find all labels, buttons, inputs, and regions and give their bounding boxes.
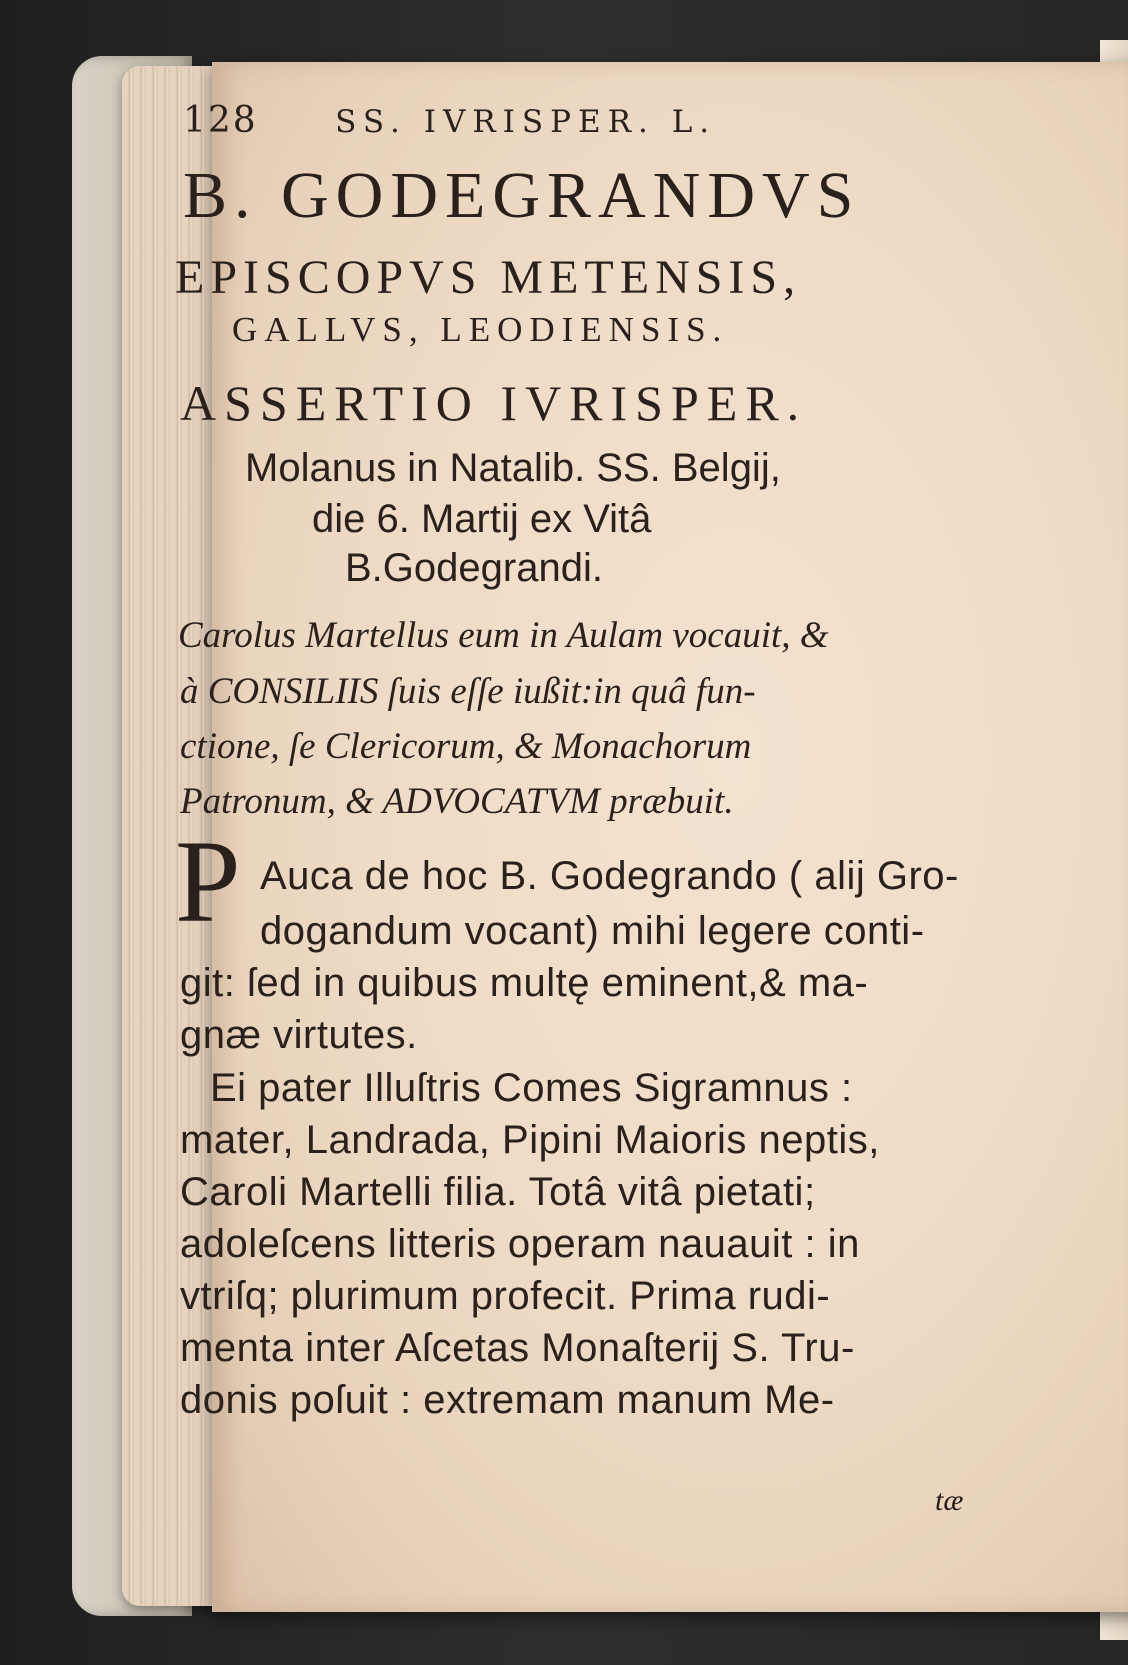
heading-name: B. GODEGRANDVS	[183, 159, 861, 232]
source-line: B.Godegrandi.	[345, 546, 603, 590]
running-head	[183, 100, 716, 141]
body-line: Auca de hoc B. Godegrando ( alij Gro-	[260, 854, 959, 898]
heading-origin: GALLVS, LEODIENSIS.	[232, 310, 729, 349]
quote-line: Carolus Martellus eum in Aulam vocauit, &	[178, 615, 829, 656]
catchword: tæ	[935, 1484, 964, 1517]
page-number: 128	[183, 100, 258, 141]
body-line: Ei pater Illuſtris Comes Sigramnus :	[210, 1066, 853, 1110]
body-line: dogandum vocant) mihi legere conti-	[260, 909, 925, 953]
running-title: SS. IVRISPER. L.	[335, 104, 717, 140]
body-line: gnæ virtutes.	[180, 1013, 418, 1057]
body-line: adoleſcens litteris operam nauauit : in	[180, 1222, 860, 1266]
quote-line: ctione, ſe Clericorum, & Monachorum	[180, 726, 752, 767]
body-line: donis poſuit : extremam manum Me-	[180, 1378, 835, 1422]
drop-cap: P	[175, 816, 241, 947]
heading-office: EPISCOPVS METENSIS,	[175, 251, 802, 304]
body-line: git: ſed in quibus multę eminent,& ma-	[180, 961, 869, 1005]
body-line: menta inter Aſcetas Monaſterij S. Tru-	[180, 1326, 855, 1370]
source-line: Molanus in Natalib. SS. Belgij,	[245, 446, 781, 490]
source-line: die 6. Martij ex Vitâ	[312, 497, 652, 541]
body-line: Caroli Martelli filia. Totâ vitâ pietati;	[180, 1170, 816, 1214]
quote-line: Patronum, & ADVOCATVM præbuit.	[180, 781, 734, 822]
section-title: ASSERTIO IVRISPER.	[180, 375, 808, 431]
quote-line: à CONSILIIS ſuis eſſe iußit:in quâ fun-	[180, 671, 756, 712]
body-line: vtriſq; plurimum profecit. Prima rudi-	[180, 1274, 831, 1318]
body-line: mater, Landrada, Pipini Maioris neptis,	[180, 1118, 880, 1162]
